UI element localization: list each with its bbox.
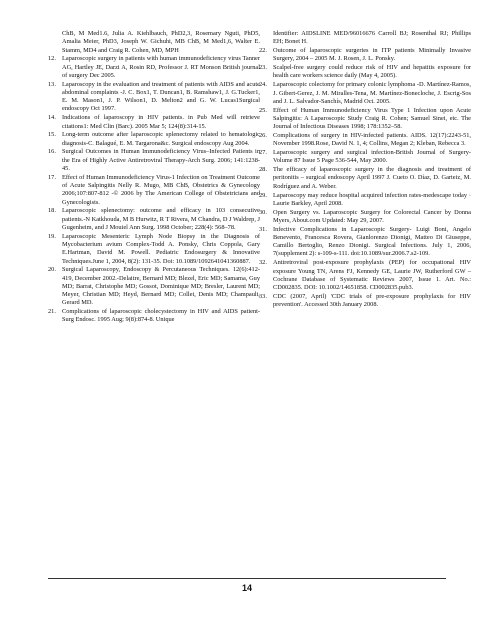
- reference-number: 14.: [48, 114, 56, 122]
- reference-item: [259, 81, 471, 106]
- reference-item: [259, 209, 471, 226]
- footer-rule: [48, 578, 446, 579]
- reference-text: ChB, M Med1.6, Julia A. Kiehlbauch, PhD2,3, Rosemary Nguti, PhD5, Amalia Meier, PhD3, Joseph W. Gichuhi, MB ChB, M Med1,6, Walter E. Stamm, MD4 and Craig R. Cohen, MD, MPH: [62, 30, 260, 54]
- reference-item: [48, 55, 260, 80]
- references-column-right: [259, 30, 471, 310]
- reference-item: [259, 30, 471, 47]
- reference-text: CDC (2007, April) 'CDC trials of pre-exposure prophylaxis for HIV prevention'. Accessed 30th January 2008.: [273, 292, 471, 309]
- reference-number: 24.: [259, 81, 267, 89]
- reference-item: [48, 131, 260, 148]
- reference-number: 28.: [259, 166, 267, 174]
- reference-text: Open Surgery vs. Laparoscopic Surgery for Colorectal Cancer by Donna Myers, About.com Updated: May 29, 2007.: [273, 208, 471, 224]
- reference-item: [259, 259, 471, 292]
- reference-item: [259, 166, 471, 191]
- reference-text: Indications of laparoscopy in HIV patients. in Pub Med will retrieve citations1: Med Clin (Barc). 2005 Mar 5; 124(8):314-15.: [62, 114, 260, 130]
- reference-number: 30.: [259, 208, 267, 216]
- reference-text: Effect of Human Immunodeficiency Virus Type 1 Infection upon Acute Salpingitis: A Laparoscopic Study Craig R. Cohen; Samuel Sinei, etc. The Journal of Infectious Diseases 1998; 178:1352–58.: [273, 106, 471, 131]
- reference-number: [259, 30, 273, 47]
- reference-item: [48, 207, 260, 232]
- reference-number: 21.: [48, 308, 56, 316]
- reference-number: 26.: [259, 131, 267, 139]
- reference-item: [48, 266, 260, 307]
- reference-number: 17.: [48, 173, 56, 181]
- reference-text: Effect of Human Immunodeficiency Virus-1 Infection on Treatment Outcome of Acute Salpingitis Nelly R. Mugo, MB ChB, Obstetrics & Gynecology 2006;107:807-812 -© 2006 by The American College of Obstetricians and Gynecologists.: [62, 173, 260, 206]
- reference-item: [259, 47, 471, 64]
- reference-text: Laparoscopic surgery and surgical infection-British Journal of Surgery-Volume 87 Issue 5 Page 536-544, May 2000.: [273, 149, 471, 165]
- reference-text: The efficacy of laparoscopic surgery in the diagnosis and treatment of peritonitis – surgical endoscopy April 1997 J. Cueto O. Díaz, D. Garteiz, M. Rodríguez and A. Weber.: [273, 166, 471, 190]
- reference-number: 20.: [48, 266, 56, 274]
- reference-number: 16.: [48, 148, 56, 156]
- reference-number: [48, 30, 62, 55]
- reference-number: 33.: [259, 292, 267, 300]
- reference-text: Laparoscopic splenectomy: outcome and efficacy in 103 consecutive patients.-N Katkhouda, M B Hurwitz, R T Rivera, M Chandra, D J Waldrep, J Gugenheim, and J Mouiel Ann Surg. 1998 October; 228(4): 568–78.: [62, 207, 260, 231]
- reference-text: Antiretroviral post-exposure prophylaxis (PEP) for occupational HIV exposure Young TN, Arens FJ, Kennedy GE, Laurie JW, Rutherford GW –Cochrane Database of Systematic Reviews 2007, Issue 1. Art. No.: CD002835. DOI: 10.1002/14651858. CD002835.pub3.: [273, 259, 471, 292]
- reference-number: 12.: [48, 55, 56, 63]
- reference-text: Laparoscopic colectomy for primary colonic lymphoma -D. Martínez-Ramos, J. Gibert-Gerez, J. M. Miralles-Tena, M. Martínez-Bonecloche, J. Escrig-Sos and J. L. Salvador-Sanchís, Madrid Oct. 2005.: [273, 81, 471, 105]
- reference-text: Identifier: AIDSLINE MED/96016676 Carroll BJ; Rosenthal RJ; Phillips EH; Bonet H.: [273, 30, 471, 46]
- reference-text: Laparoscopy in the evaluation and treatment of patients with AIDS and acute abdominal complaints -J. C. Box1, T. Duncan1, B. Ramshaw1, J. G.Tucker1, E. M. Mason1, J. P. Wilson1, D. Melton2 and G. W. Lucas1Surgical endoscopy Oct 1997.: [62, 80, 260, 113]
- reference-item: [48, 30, 260, 55]
- reference-text: Outcome of laparoscopic surgeries in ITP patients Minimally Invasive Surgery, 2004 – 2005 M. J. Rosen, J. L. Ponsky.: [273, 47, 471, 63]
- reference-item: [48, 114, 260, 131]
- reference-item: [259, 293, 471, 310]
- reference-number: 23.: [259, 64, 267, 72]
- reference-item: [48, 148, 260, 173]
- reference-item: [48, 308, 260, 325]
- reference-text: Surgical Laparoscopy, Endoscopy & Percutaneous Techniques. 12(6):412- 419, December 2002.-Delaitre, Bernard MD; Blezel, Eric MD; Samama, Guy MD; Barrat, Christophe MD; Gossot, Dominique MD; Bresler, Laurent MD; Meyer, Christian MD; Heyd, Bernard MD; Collet, Denis MD; Champault, Gerard MD.: [62, 266, 260, 307]
- reference-item: [259, 107, 471, 132]
- reference-text: Laparoscopic surgery in patients with human immunodeficiency virus Tanner AG, Hartley JE, Darzi A, Rosin RD, Professor J. RT Monson British journal of surgery Dec 2005.: [62, 55, 260, 79]
- reference-number: 15.: [48, 131, 56, 139]
- reference-text: Laparoscopy may reduce hospital acquired infection rates-medescape today · Laurie Barkley, April 2008.: [273, 191, 471, 207]
- reference-number: 22.: [259, 47, 267, 55]
- page-number: 14: [241, 583, 252, 593]
- reference-text: Long-term outcome after laparoscopic splenectomy related to hematologic diagnosis-C. Balagué, E. M. Targarona&c. Surgical endoscopy Aug 2004.: [62, 131, 260, 147]
- reference-number: 19.: [48, 232, 56, 240]
- reference-item: [259, 149, 471, 166]
- reference-item: [48, 233, 260, 266]
- reference-number: 32.: [259, 259, 267, 267]
- reference-text: Infective Complications in Laparoscopic Surgery- Luigi Boni, Angelo Benevento, Francesca Rovera, Gianlorenzo Dionigi, Matteo Di Giuseppe, Camillo Bertoglio, Renzo Dionigi. Surgical Infections. July 1, 2006, 7(supplement 2): s-109-s-111. doi:10.1089/sur.2006.7.s2-109.: [273, 225, 471, 258]
- reference-text: Complications of surgery in HIV-infected patients. AIDS. 12(17):2243-51, November 1998.Rose, David N. 1, 4; Collins, Megan 2; Kleban, Rebecca 3.: [273, 131, 471, 148]
- reference-item: [259, 64, 471, 81]
- reference-item: [259, 132, 471, 149]
- reference-text: Scalpel-free surgery could reduce risk of HIV and hepatitis exposure for health care workers science daily (May 4, 2005).: [273, 64, 471, 80]
- reference-number: 29.: [259, 191, 267, 199]
- reference-text: Complications of laparoscopic cholecystectomy in HIV and AIDS patient-Surg Endosc. 1995 Aug; 9(8):874-8. Unique: [62, 308, 260, 324]
- reference-number: 25.: [259, 106, 267, 114]
- reference-item: [259, 192, 471, 209]
- reference-number: 13.: [48, 80, 56, 88]
- reference-item: [259, 226, 471, 259]
- reference-item: [48, 174, 260, 207]
- reference-number: 31.: [259, 225, 267, 233]
- reference-text: Surgical Outcomes in Human Immunodeficiency Virus–Infected Patients in the Era of Highly Active Antiretroviral Therapy-Arch Surg. 2006; 141:1238-45.: [62, 148, 260, 172]
- references-column-left: [48, 30, 260, 325]
- reference-number: 27.: [259, 149, 267, 157]
- reference-text: Laparoscopic Mesenteric Lymph Node Biopsy in the Diagnosis of Mycobacterium avium Complex-Todd A. Ponsky, Chris Coppola, Gary E.Hartman, David M. Powell. Pediatric Endosurgery & Innovative Techniques.June 1, 2004, 8(2): 131-35. Doi: 10.1089/1092641041360887.: [62, 232, 260, 265]
- reference-number: 18.: [48, 207, 56, 215]
- reference-item: [48, 81, 260, 114]
